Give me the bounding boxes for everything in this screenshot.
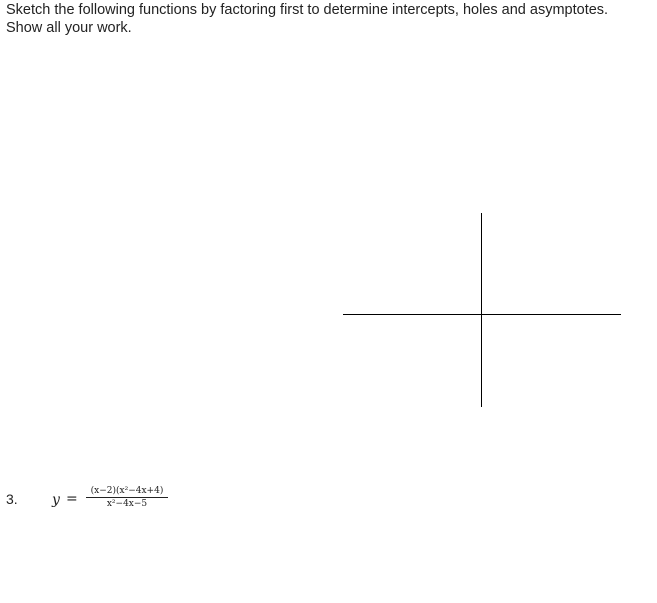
fraction	[84, 486, 170, 511]
instructions-line-1: Sketch the following functions by factoring first to determine intercepts, holes and asymptotes.	[6, 2, 609, 18]
problem-number: 3.	[6, 491, 18, 507]
instructions-line-2: Show all your work.	[6, 20, 132, 36]
problem-3	[6, 486, 651, 530]
equation-lhs: y	[52, 492, 60, 508]
numerator: (x−2)(x²−4x+4)	[90, 486, 164, 496]
equals-sign: =	[66, 491, 78, 507]
instructions	[6, 1, 651, 37]
denominator: x²−4x−5	[106, 499, 148, 509]
